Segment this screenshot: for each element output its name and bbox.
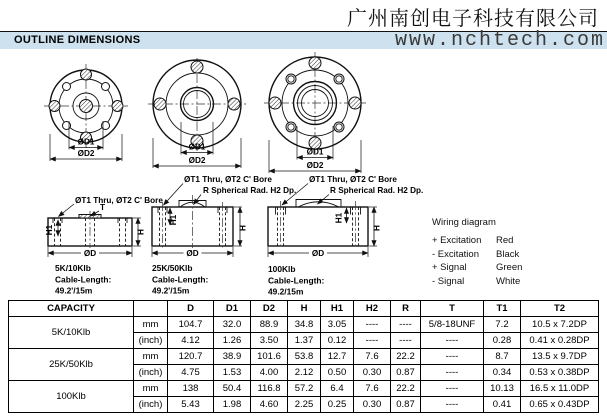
table-row — [9, 381, 599, 397]
dim-label-od: ØD — [83, 249, 97, 258]
value-cell: 6.4 — [321, 381, 354, 397]
value-cell: 4.75 — [168, 365, 214, 381]
wiring-color: White — [496, 275, 521, 287]
value-cell: 50.4 — [214, 381, 251, 397]
column-header: D — [168, 301, 214, 317]
dim-label-od: ØD — [311, 249, 325, 258]
value-cell: 101.6 — [251, 349, 288, 365]
capacity-cell: 25K/50Klb — [9, 349, 134, 381]
value-cell: 1.37 — [288, 333, 321, 349]
drawing-caption-cable: Cable-Length: — [55, 274, 112, 285]
top-view-5k10k — [44, 64, 128, 161]
unit-cell: mm — [134, 317, 168, 333]
drawing-caption-model: 25K/50Klb — [152, 263, 193, 273]
dim-label-h: H — [136, 229, 146, 235]
spherical-surface — [298, 202, 339, 207]
capacity-cell: 100Klb — [9, 381, 134, 413]
value-cell: 1.53 — [214, 365, 251, 381]
value-cell: 4.12 — [168, 333, 214, 349]
top-view-25k50k — [148, 58, 246, 168]
value-cell: ---- — [391, 317, 421, 333]
value-cell: ---- — [391, 333, 421, 349]
table-row — [9, 317, 599, 333]
value-cell: 0.41 x 0.28DP — [521, 333, 599, 349]
value-cell: 0.28 — [484, 333, 521, 349]
value-cell: 0.50 — [321, 365, 354, 381]
spherical-callout: R Spherical Rad. H2 Dp. — [330, 186, 424, 195]
value-cell: 120.7 — [168, 349, 214, 365]
drawing-caption-length: 49.2/15m — [268, 286, 304, 297]
unit-cell: (inch) — [134, 333, 168, 349]
value-cell: 5/8-18UNF — [421, 317, 484, 333]
value-cell: 8.7 — [484, 349, 521, 365]
column-header: T1 — [484, 301, 521, 317]
table-row — [9, 349, 599, 365]
value-cell: 32.0 — [214, 317, 251, 333]
drawing-caption-length: 49.2'/15m — [152, 285, 190, 296]
value-cell: 0.30 — [354, 397, 391, 413]
value-cell: 4.00 — [251, 365, 288, 381]
value-cell: 0.53 x 0.38DP — [521, 365, 599, 381]
value-cell: 3.50 — [251, 333, 288, 349]
value-cell: 2.12 — [288, 365, 321, 381]
value-cell: ---- — [421, 397, 484, 413]
value-cell: 7.2 — [484, 317, 521, 333]
dim-label-d2: ØD2 — [188, 156, 206, 165]
value-cell: 88.9 — [251, 317, 288, 333]
column-header: D1 — [214, 301, 251, 317]
value-cell: 7.6 — [354, 349, 391, 365]
value-cell: 3.05 — [321, 317, 354, 333]
drawing-caption-cable: Cable-Length: — [152, 274, 209, 285]
wiring-row — [432, 262, 522, 273]
value-cell: 12.7 — [321, 349, 354, 365]
value-cell: ---- — [421, 381, 484, 397]
table-header-row — [9, 301, 599, 317]
dim-label-od: ØD — [186, 249, 199, 258]
value-cell: 2.25 — [288, 397, 321, 413]
top-view-100k — [264, 52, 366, 173]
value-cell: 1.26 — [214, 333, 251, 349]
dim-label-h: H — [372, 225, 382, 231]
value-cell: 4.60 — [251, 397, 288, 413]
value-cell: 57.2 — [288, 381, 321, 397]
value-cell: 10.5 x 7.2DP — [521, 317, 599, 333]
column-header: H2 — [354, 301, 391, 317]
dim-label-d2: ØD2 — [77, 149, 95, 158]
thread-callout: T — [100, 203, 106, 212]
spherical-callout: R Spherical Rad. H2 Dp. — [203, 186, 297, 195]
drawing-caption-cable: Cable-Length: — [268, 275, 325, 286]
wiring-terminal: + Signal — [432, 262, 467, 273]
value-cell: 138 — [168, 381, 214, 397]
column-header: H1 — [321, 301, 354, 317]
value-cell: ---- — [421, 349, 484, 365]
wiring-terminal: + Excitation — [432, 235, 482, 246]
drawing-caption-model: 5K/10Klb — [55, 263, 91, 273]
bore-callout: ØT1 Thru, ØT2 C' Bore — [184, 175, 272, 184]
wiring-diagram — [432, 217, 522, 289]
dim-label-d1: ØD1 — [306, 147, 324, 157]
wiring-row — [432, 235, 522, 246]
value-cell: 1.98 — [214, 397, 251, 413]
value-cell: ---- — [421, 333, 484, 349]
value-cell: 0.34 — [484, 365, 521, 381]
value-cell: 0.65 x 0.43DP — [521, 397, 599, 413]
center-thread-hole — [80, 100, 93, 113]
unit-cell: mm — [134, 349, 168, 365]
value-cell: 10.13 — [484, 381, 521, 397]
unit-cell: (inch) — [134, 365, 168, 381]
dim-label-h1: H1 — [45, 224, 54, 236]
column-header: T — [421, 301, 484, 317]
wiring-row — [432, 249, 522, 260]
wiring-color: Green — [496, 262, 523, 273]
wiring-row — [432, 276, 522, 287]
value-cell: 38.9 — [214, 349, 251, 365]
value-cell: 0.87 — [391, 397, 421, 413]
value-cell: 34.8 — [288, 317, 321, 333]
value-cell: 16.5 x 11.0DP — [521, 381, 599, 397]
dimension-table-body — [9, 317, 599, 413]
value-cell: 7.6 — [354, 381, 391, 397]
drawing-caption-model: 100Klb — [268, 264, 296, 274]
capacity-cell: 5K/10Klb — [9, 317, 134, 349]
value-cell: 0.25 — [321, 397, 354, 413]
dim-label-d2: ØD2 — [306, 161, 324, 170]
dim-label-h: H — [238, 225, 248, 231]
bore-callout: ØT1 Thru, ØT2 C' Bore — [75, 196, 163, 205]
column-header: T2 — [521, 301, 599, 317]
wiring-color: Black — [496, 248, 520, 260]
column-header: D2 — [251, 301, 288, 317]
company-name: 广州南创电子科技有限公司 — [347, 6, 599, 30]
value-cell: 22.2 — [391, 381, 421, 397]
column-header — [134, 301, 168, 317]
value-cell: 116.8 — [251, 381, 288, 397]
value-cell: 0.30 — [354, 365, 391, 381]
column-header: H — [288, 301, 321, 317]
bore-callout: ØT1 Thru, ØT2 C' Bore — [309, 175, 397, 184]
drawing-caption-length: 49.2'/15m — [55, 285, 93, 296]
unit-cell: mm — [134, 381, 168, 397]
value-cell: ---- — [354, 317, 391, 333]
column-header: R — [391, 301, 421, 317]
value-cell: 0.87 — [391, 365, 421, 381]
value-cell: 22.2 — [391, 349, 421, 365]
value-cell: 104.7 — [168, 317, 214, 333]
section-title: OUTLINE DIMENSIONS — [14, 34, 141, 46]
dim-label-d1: ØD1 — [188, 142, 206, 152]
website-url: www.nchtech.com — [394, 29, 605, 52]
wiring-color: Red — [496, 235, 514, 246]
value-cell: 5.43 — [168, 397, 214, 413]
wiring-terminal: - Signal — [432, 275, 465, 287]
dimension-table — [8, 300, 599, 413]
dim-label-h1: H1 — [169, 214, 178, 226]
value-cell: 53.8 — [288, 349, 321, 365]
value-cell: ---- — [421, 365, 484, 381]
wiring-title: Wiring diagram — [432, 217, 496, 228]
dim-label-d1: ØD1 — [77, 137, 95, 147]
unit-cell: (inch) — [134, 397, 168, 413]
value-cell: 0.12 — [321, 333, 354, 349]
wiring-terminal: - Excitation — [432, 248, 479, 260]
value-cell: ---- — [354, 333, 391, 349]
value-cell: 0.41 — [484, 397, 521, 413]
value-cell: 13.5 x 9.7DP — [521, 349, 599, 365]
dim-label-h1: H1 — [334, 212, 344, 224]
column-header: CAPACITY — [9, 301, 134, 317]
side-view-5k10k — [45, 196, 163, 296]
